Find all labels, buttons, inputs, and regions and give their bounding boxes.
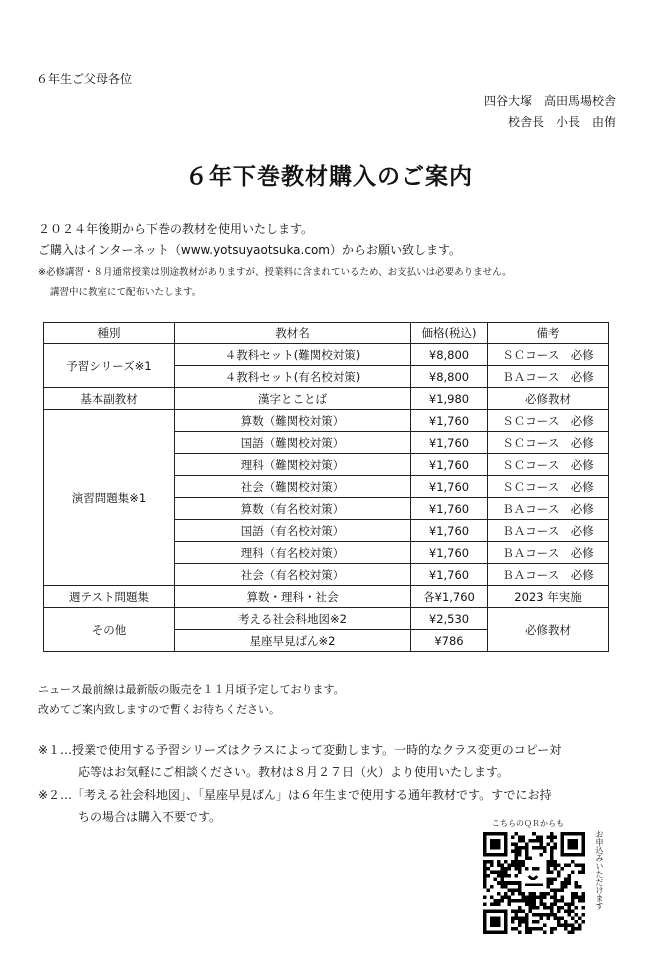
remarks-cell: 2023 年実施 — [488, 586, 609, 608]
category-cell: その他 — [44, 608, 175, 652]
remarks-cell: 必修教材 — [488, 608, 609, 652]
footnote-2: ※２…「考える社会科地図」、「星座早見ばん」は６年生まで使用する通年教材です。すでにお持 — [38, 788, 552, 802]
remarks-cell: ＳＣコース 必修 — [488, 432, 609, 454]
material-name: 社会（有名校対策） — [175, 564, 411, 586]
remarks-cell: ＢＡコース 必修 — [488, 498, 609, 520]
remarks-cell: ＢＡコース 必修 — [488, 542, 609, 564]
principal-name: 校舎長 小長 由侑 — [507, 115, 616, 129]
price-cell: ¥1,760 — [411, 432, 488, 454]
table-header-row — [44, 323, 609, 344]
intro-line-1: ２０２４年後期から下巻の教材を使用いたします。 — [38, 222, 314, 236]
price-cell: ¥1,760 — [411, 454, 488, 476]
remarks-cell: ＢＡコース 必修 — [488, 366, 609, 388]
header-material-name: 教材名 — [175, 323, 411, 344]
price-cell: ¥1,760 — [411, 476, 488, 498]
price-cell: ¥1,760 — [411, 498, 488, 520]
category-cell: 演習問題集※1 — [44, 410, 175, 586]
price-cell: ¥8,800 — [411, 344, 488, 366]
material-name: 理科（難関校対策） — [175, 454, 411, 476]
qr-caption: こちらのＱＲからも — [492, 819, 564, 828]
qr-code-icon[interactable] — [483, 832, 585, 934]
remarks-cell: ＢＡコース 必修 — [488, 564, 609, 586]
news-line-2: 改めてご案内致しますので暫くお待ちください。 — [38, 703, 280, 716]
table-row — [44, 608, 609, 630]
remarks-cell: ＳＣコース 必修 — [488, 454, 609, 476]
material-name: ４教科セット(難関校対策) — [175, 344, 411, 366]
remarks-cell: ＳＣコース 必修 — [488, 344, 609, 366]
material-name: 算数・理科・社会 — [175, 586, 411, 608]
news-line-1: ニュース最前線は最新版の販売を１１月頃予定しております。 — [38, 683, 345, 696]
intro-note-1: ※必修講習・８月通常授業は別途教材がありますが、授業料に含まれているため、お支払いは必要ありません。 — [38, 267, 512, 278]
addressee: ６年生ご父母各位 — [36, 72, 133, 86]
header-remarks: 備考 — [488, 323, 609, 344]
material-name: 漢字とことば — [175, 388, 411, 410]
school-name: 四谷大塚 高田馬場校舎 — [483, 94, 616, 108]
price-cell: ¥2,530 — [411, 608, 488, 630]
material-name: 社会（難関校対策） — [175, 476, 411, 498]
intro-line-2: ご購入はインターネット（www.yotsuyaotsuka.com）からお願い致します。 — [38, 243, 462, 257]
category-cell: 基本副教材 — [44, 388, 175, 410]
footnote-1-continued: 応等はお気軽にご相談ください。教材は８月２７日（火）より使用いたします。 — [78, 765, 510, 779]
table-row — [44, 344, 609, 366]
material-name: 国語（難関校対策） — [175, 432, 411, 454]
qr-vertical-text: お申込みいただけます — [595, 830, 604, 910]
footnote-1: ※１…授業で使用する予習シリーズはクラスによって変動します。一時的なクラス変更のコピー対 — [38, 743, 562, 757]
table-row — [44, 410, 609, 432]
header-price: 価格(税込) — [411, 323, 488, 344]
price-cell: ¥8,800 — [411, 366, 488, 388]
category-cell: 週テスト問題集 — [44, 586, 175, 608]
category-cell: 予習シリーズ※1 — [44, 344, 175, 388]
price-cell: ¥1,760 — [411, 410, 488, 432]
table-row — [44, 586, 609, 608]
material-name: 考える社会科地図※2 — [175, 608, 411, 630]
price-cell: ¥1,760 — [411, 564, 488, 586]
page-title: ６年下巻教材購入のご案内 — [185, 164, 473, 190]
material-name: ４教科セット(有名校対策) — [175, 366, 411, 388]
material-name: 星座早見ばん※2 — [175, 630, 411, 652]
material-name: 算数（難関校対策） — [175, 410, 411, 432]
footnote-2-continued: ちの場合は購入不要です。 — [78, 810, 222, 824]
price-cell: ¥786 — [411, 630, 488, 652]
price-cell: ¥1,760 — [411, 520, 488, 542]
material-name: 算数（有名校対策） — [175, 498, 411, 520]
price-cell: 各¥1,760 — [411, 586, 488, 608]
material-name: 国語（有名校対策） — [175, 520, 411, 542]
remarks-cell: ＢＡコース 必修 — [488, 520, 609, 542]
remarks-cell: ＳＣコース 必修 — [488, 410, 609, 432]
remarks-cell: ＳＣコース 必修 — [488, 476, 609, 498]
price-cell: ¥1,760 — [411, 542, 488, 564]
price-cell: ¥1,980 — [411, 388, 488, 410]
material-name: 理科（有名校対策） — [175, 542, 411, 564]
materials-table — [43, 322, 609, 652]
remarks-cell: 必修教材 — [488, 388, 609, 410]
intro-note-2: 講習中に教室にて配布いたします。 — [50, 287, 202, 298]
table-row — [44, 388, 609, 410]
header-category: 種別 — [44, 323, 175, 344]
